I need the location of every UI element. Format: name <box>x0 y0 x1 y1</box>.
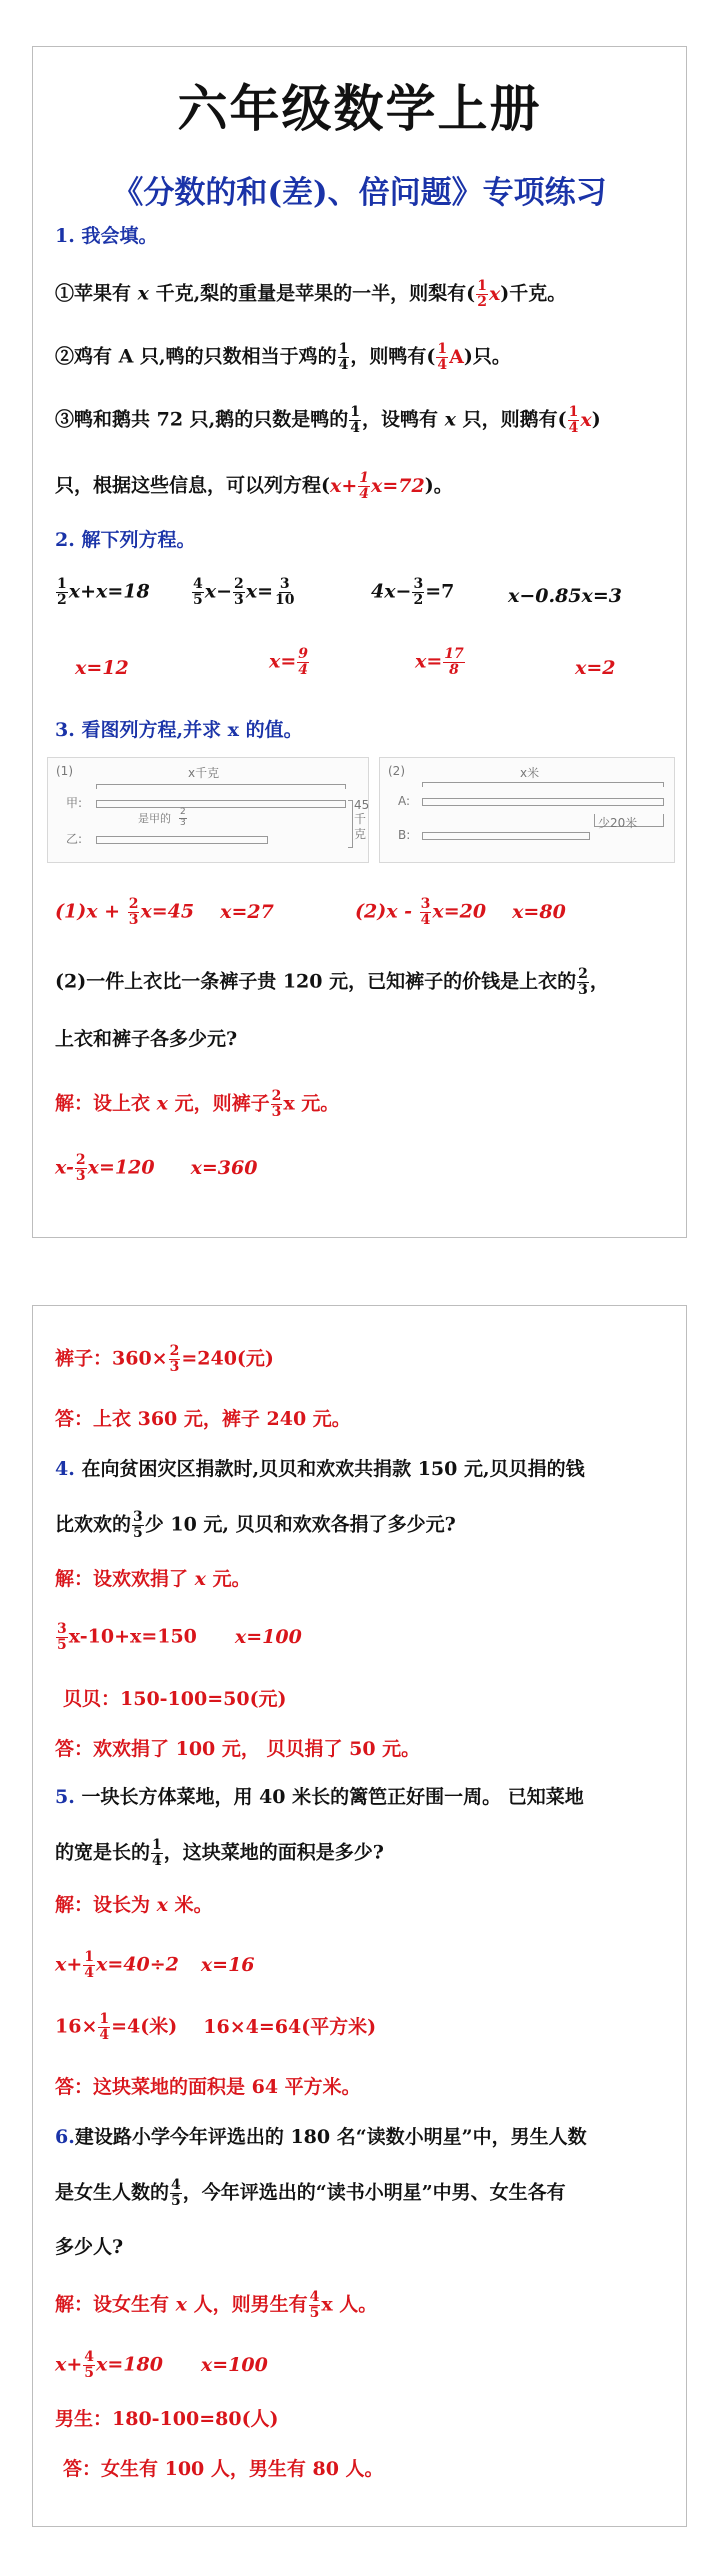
problem2-answer: 答：上衣 360 元，裤子 240 元。 <box>55 1408 351 1430</box>
page-subtitle: 《分数的和(差)、倍问题》专项练习 <box>112 175 607 211</box>
equation-1: $\frac{1}{2}$ x+x=18 <box>57 576 150 609</box>
problem4-answer: 答：欢欢捐了 100 元， 贝贝捐了 50 元。 <box>55 1738 421 1760</box>
problem4-line2: 比欢欢的 $\frac{3}{5}$ 少 10 元, 贝贝和欢欢各捐了多少元? <box>55 1509 456 1542</box>
q2-answer-fraction: $\frac{1}{4}$ <box>437 341 448 374</box>
equation-3: 4x− $\frac{3}{2}$ =7 <box>371 576 455 609</box>
q3-answer-fraction: $\frac{1}{4}$ <box>568 404 579 437</box>
problem4-line1: 4. 在向贫困灾区捐款时,贝贝和欢欢共捐款 150 元,贝贝捐的钱 <box>55 1458 585 1480</box>
equation-1-answer: x=12 <box>75 657 129 679</box>
problem2-solution: 解：设上衣 x 元，则裤子 $\frac{2}{3}$ x 元。 <box>55 1088 340 1121</box>
problem2-line1: (2)一件上衣比一条裤子贵 120 元，已知裤子的价钱是上衣的 $\frac{2}{3}$ ， <box>55 966 609 999</box>
problem6-line2: 是女生人数的 $\frac{4}{5}$ ，今年评选出的“读书小明星”中男、女生各有 <box>55 2177 566 2210</box>
problem6-solution: 解：设女生有 x 人，则男生有 $\frac{4}{5}$ x 人。 <box>55 2289 378 2322</box>
diagram-2: (2) x米 A: B: 少20米 <box>379 757 675 863</box>
problem6-boys: 男生：180-100=80(人) <box>55 2408 279 2430</box>
problem5-line2: 的宽是长的 $\frac{1}{4}$ ，这块菜地的面积是多少? <box>55 1837 384 1870</box>
equation-4: x−0.85x=3 <box>508 585 622 607</box>
problem4-equation: $\frac{3}{5}$ x-10+x=150 x=100 <box>57 1621 302 1654</box>
q3-equation-line: 只，根据这些信息，可以列方程(x+ $\frac{1}{4}$ x=72)。 <box>55 470 453 503</box>
equation-4-answer: x=2 <box>575 657 616 679</box>
diagram-1: (1) x千克 甲: 乙: 是甲的 $\frac{2}{3}$ 45千克 <box>47 757 369 863</box>
problem2-line2: 上衣和裤子各多少元? <box>55 1028 238 1050</box>
q1-answer-fraction: $\frac{1}{2}$ <box>477 278 487 311</box>
diagram-2-answer: (2)x - $\frac{3}{4}$ x=20 x=80 <box>355 896 566 929</box>
section3-heading: 3. 看图列方程,并求 x 的值。 <box>55 719 303 741</box>
problem4-beibei: 贝贝：150-100=50(元) <box>63 1688 287 1710</box>
equation-2-answer: x= $\frac{9}{4}$ <box>269 646 308 679</box>
page-title: 六年级数学上册 <box>177 80 542 138</box>
problem5-calculation: 16× $\frac{1}{4}$ =4(米) 16×4=64(平方米) <box>55 2011 377 2044</box>
q3-line: ③鸭和鹅共 72 只,鹅的只数是鸭的 $\frac{1}{4}$ ，设鸭有 x 只，则鹅有( $\frac{1}{4}$ x) <box>55 404 601 437</box>
problem5-answer: 答：这块菜地的面积是 64 平方米。 <box>55 2076 361 2098</box>
worksheet-page-2 <box>32 1305 687 2527</box>
problem5-equation: x+ $\frac{1}{4}$ x=40÷2 x=16 <box>55 1949 255 1982</box>
problem6-line3: 多少人? <box>55 2236 124 2258</box>
diagram-1-answer: (1)x + $\frac{2}{3}$ x=45 x=27 <box>55 896 274 929</box>
q2-line: ②鸡有 A 只,鸭的只数相当于鸡的 $\frac{1}{4}$ ，则鸭有( $\frac{1}{4}$ A)只。 <box>55 341 511 374</box>
equation-2: $\frac{4}{5}$ x− $\frac{2}{3}$ x= $\frac{3}{10}$ <box>193 576 295 609</box>
problem6-equation: x+ $\frac{4}{5}$ x=180 x=100 <box>55 2349 268 2382</box>
problem4-solution: 解：设欢欢捐了 x 元。 <box>55 1568 251 1590</box>
problem2-pants: 裤子：360× $\frac{2}{3}$ =240(元) <box>55 1343 274 1376</box>
equation-3-answer: x= $\frac{17}{8}$ <box>415 646 464 679</box>
q1-line: ①苹果有 x 千克,梨的重量是苹果的一半，则梨有( $\frac{1}{2}$ x)千克。 <box>55 278 567 311</box>
problem5-solution: 解：设长为 x 米。 <box>55 1894 213 1916</box>
problem6-answer: 答：女生有 100 人，男生有 80 人。 <box>63 2458 384 2480</box>
problem2-equation: x- $\frac{2}{3}$ x=120 x=360 <box>55 1152 258 1185</box>
section2-heading: 2. 解下列方程。 <box>55 529 196 551</box>
section1-heading: 1. 我会填。 <box>55 225 158 247</box>
problem5-line1: 5. 一块长方体菜地，用 40 米长的篱笆正好围一周。 已知菜地 <box>55 1786 584 1808</box>
worksheet-page-1 <box>32 46 687 1238</box>
problem6-line1: 6.建设路小学今年评选出的 180 名“读数小明星”中，男生人数 <box>55 2126 587 2148</box>
